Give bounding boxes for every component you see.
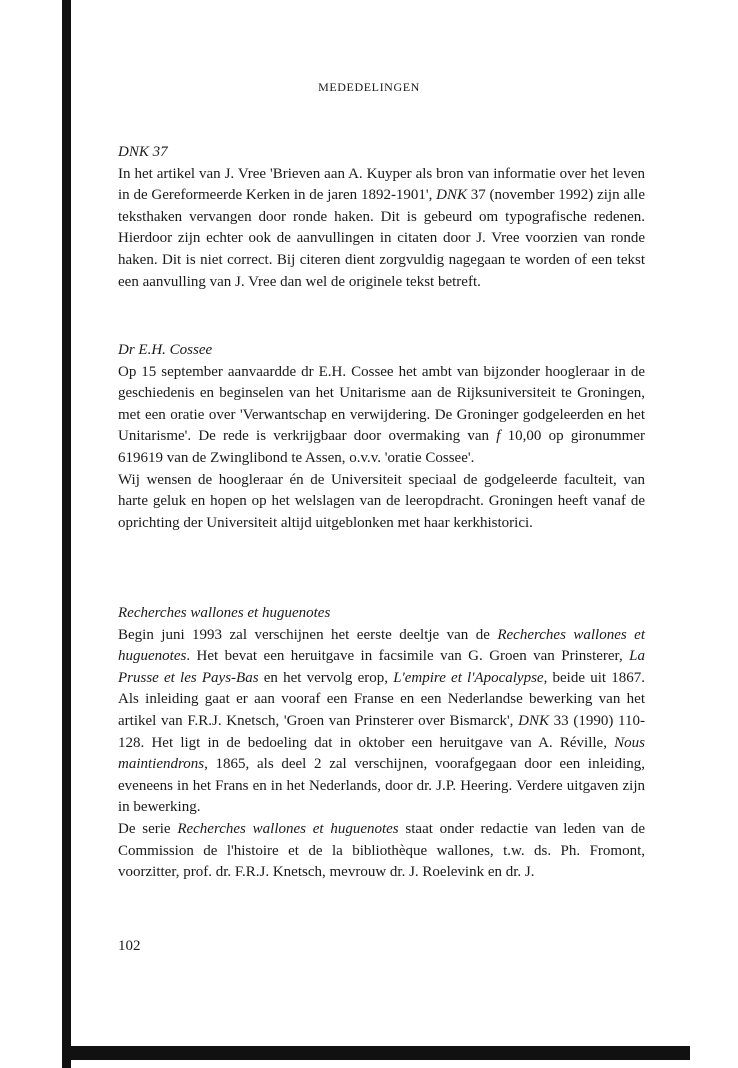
bottom-margin-bar	[62, 1046, 690, 1060]
section-cossee	[118, 340, 645, 534]
text-run: Wij wensen de hoogleraar én de Universiteit speciaal de godgeleerde faculteit, van harte geluk en hopen op het welslagen van de leeropdracht. Groningen heeft vanaf de oprichting der Universiteit altijd uitgeblonken met haar kerkhistorici.	[118, 471, 645, 531]
text-run: . Het bevat een heruitgave in facsimile van G. Groen van Prinsterer,	[186, 648, 630, 665]
italic-text: Recherches wallones et huguenotes	[118, 626, 645, 665]
section-heading: Recherches wallones et huguenotes	[118, 605, 331, 621]
text-run: en het vervolg erop,	[258, 669, 394, 686]
paragraph	[118, 819, 645, 884]
text-run: 37 (november 1992) zijn alle teksthaken vervangen door ronde haken. Dit is gebeurd om typografische redenen. Hierdoor zijn echter ook de aanvullingen in citaten door J. Vree voorzien van ronde haken. Dit is niet correct. Bij citeren dient zorgvuldig nagegaan te worden of een tekst een aanvulling van J. Vree dan wel de originele tekst betreft.	[118, 187, 645, 290]
paragraph	[118, 625, 645, 819]
text-run: staat onder redactie van leden van de Commission de l'histoire et de la bibliothèque wallones, t.w. ds. Ph. Fromont, voorzitter, prof. dr. F.R.J. Knetsch, mevrouw dr. J. Roelevink en dr. J.	[118, 820, 646, 881]
page-number: 102	[118, 938, 141, 954]
paragraph	[118, 164, 645, 294]
section-dnk37	[118, 142, 645, 293]
text-run: 10,00 op gironummer 619619 van de Zwinglibond te Assen, o.v.v. 'oratie Cossee'.	[118, 428, 645, 466]
section-heading: Dr E.H. Cossee	[118, 342, 213, 358]
text-run: , beide uit 1867. Als inleiding gaat er aan vooraf een Franse en een Nederlandse bewerking van het artikel van F.R.J. Knetsch, 'Groen van Prinsterer over Bismarck',	[118, 669, 645, 729]
italic-text: DNK	[518, 712, 549, 729]
italic-text: La Prusse et les Pays-Bas	[118, 648, 645, 686]
text-run: In het artikel van J. Vree 'Brieven aan A. Kuyper als bron van informatie over het leven in de Gereformeerde Kerken in de jaren 1892-1901',	[118, 165, 645, 204]
text-run: Op 15 september aanvaardde dr E.H. Cossee het ambt van bijzonder hoogleraar in de geschiedenis en beginselen van het Unitarisme aan de Rijksuniversiteit te Groningen, met een oratie over 'Verwantschap en verwijdering. De Groninger godgeleerden en het Unitarisme'. De rede is verkrijgbaar door overmaking van	[118, 363, 645, 445]
text-run: 33 (1990) 110-128. Het ligt in de bedoeling dat in oktober een heruitgave van A. Réville,	[118, 712, 645, 751]
left-margin-bar	[62, 0, 71, 1068]
section-recherches	[118, 603, 645, 884]
italic-text: f	[496, 428, 501, 445]
text-run: Begin juni 1993 zal verschijnen het eerste deeltje van de	[118, 626, 498, 643]
italic-text: Recherches wallones et huguenotes	[177, 820, 399, 837]
italic-text: L'empire et l'Apocalypse	[393, 669, 544, 686]
paragraph	[118, 362, 645, 470]
text-run: De serie	[118, 820, 178, 837]
text-run: , 1865, als deel 2 zal verschijnen, voorafgegaan door een inleiding, eveneens in het Frans en in het Nederlands, door dr. J.P. Heering. Verdere uitgaven zijn in bewerking.	[118, 756, 645, 816]
paragraph	[118, 470, 645, 535]
running-head: MEDEDELINGEN	[318, 80, 420, 94]
italic-text: DNK	[436, 187, 468, 204]
section-heading: DNK 37	[118, 144, 168, 160]
italic-text: Nous maintiendrons	[118, 734, 645, 773]
